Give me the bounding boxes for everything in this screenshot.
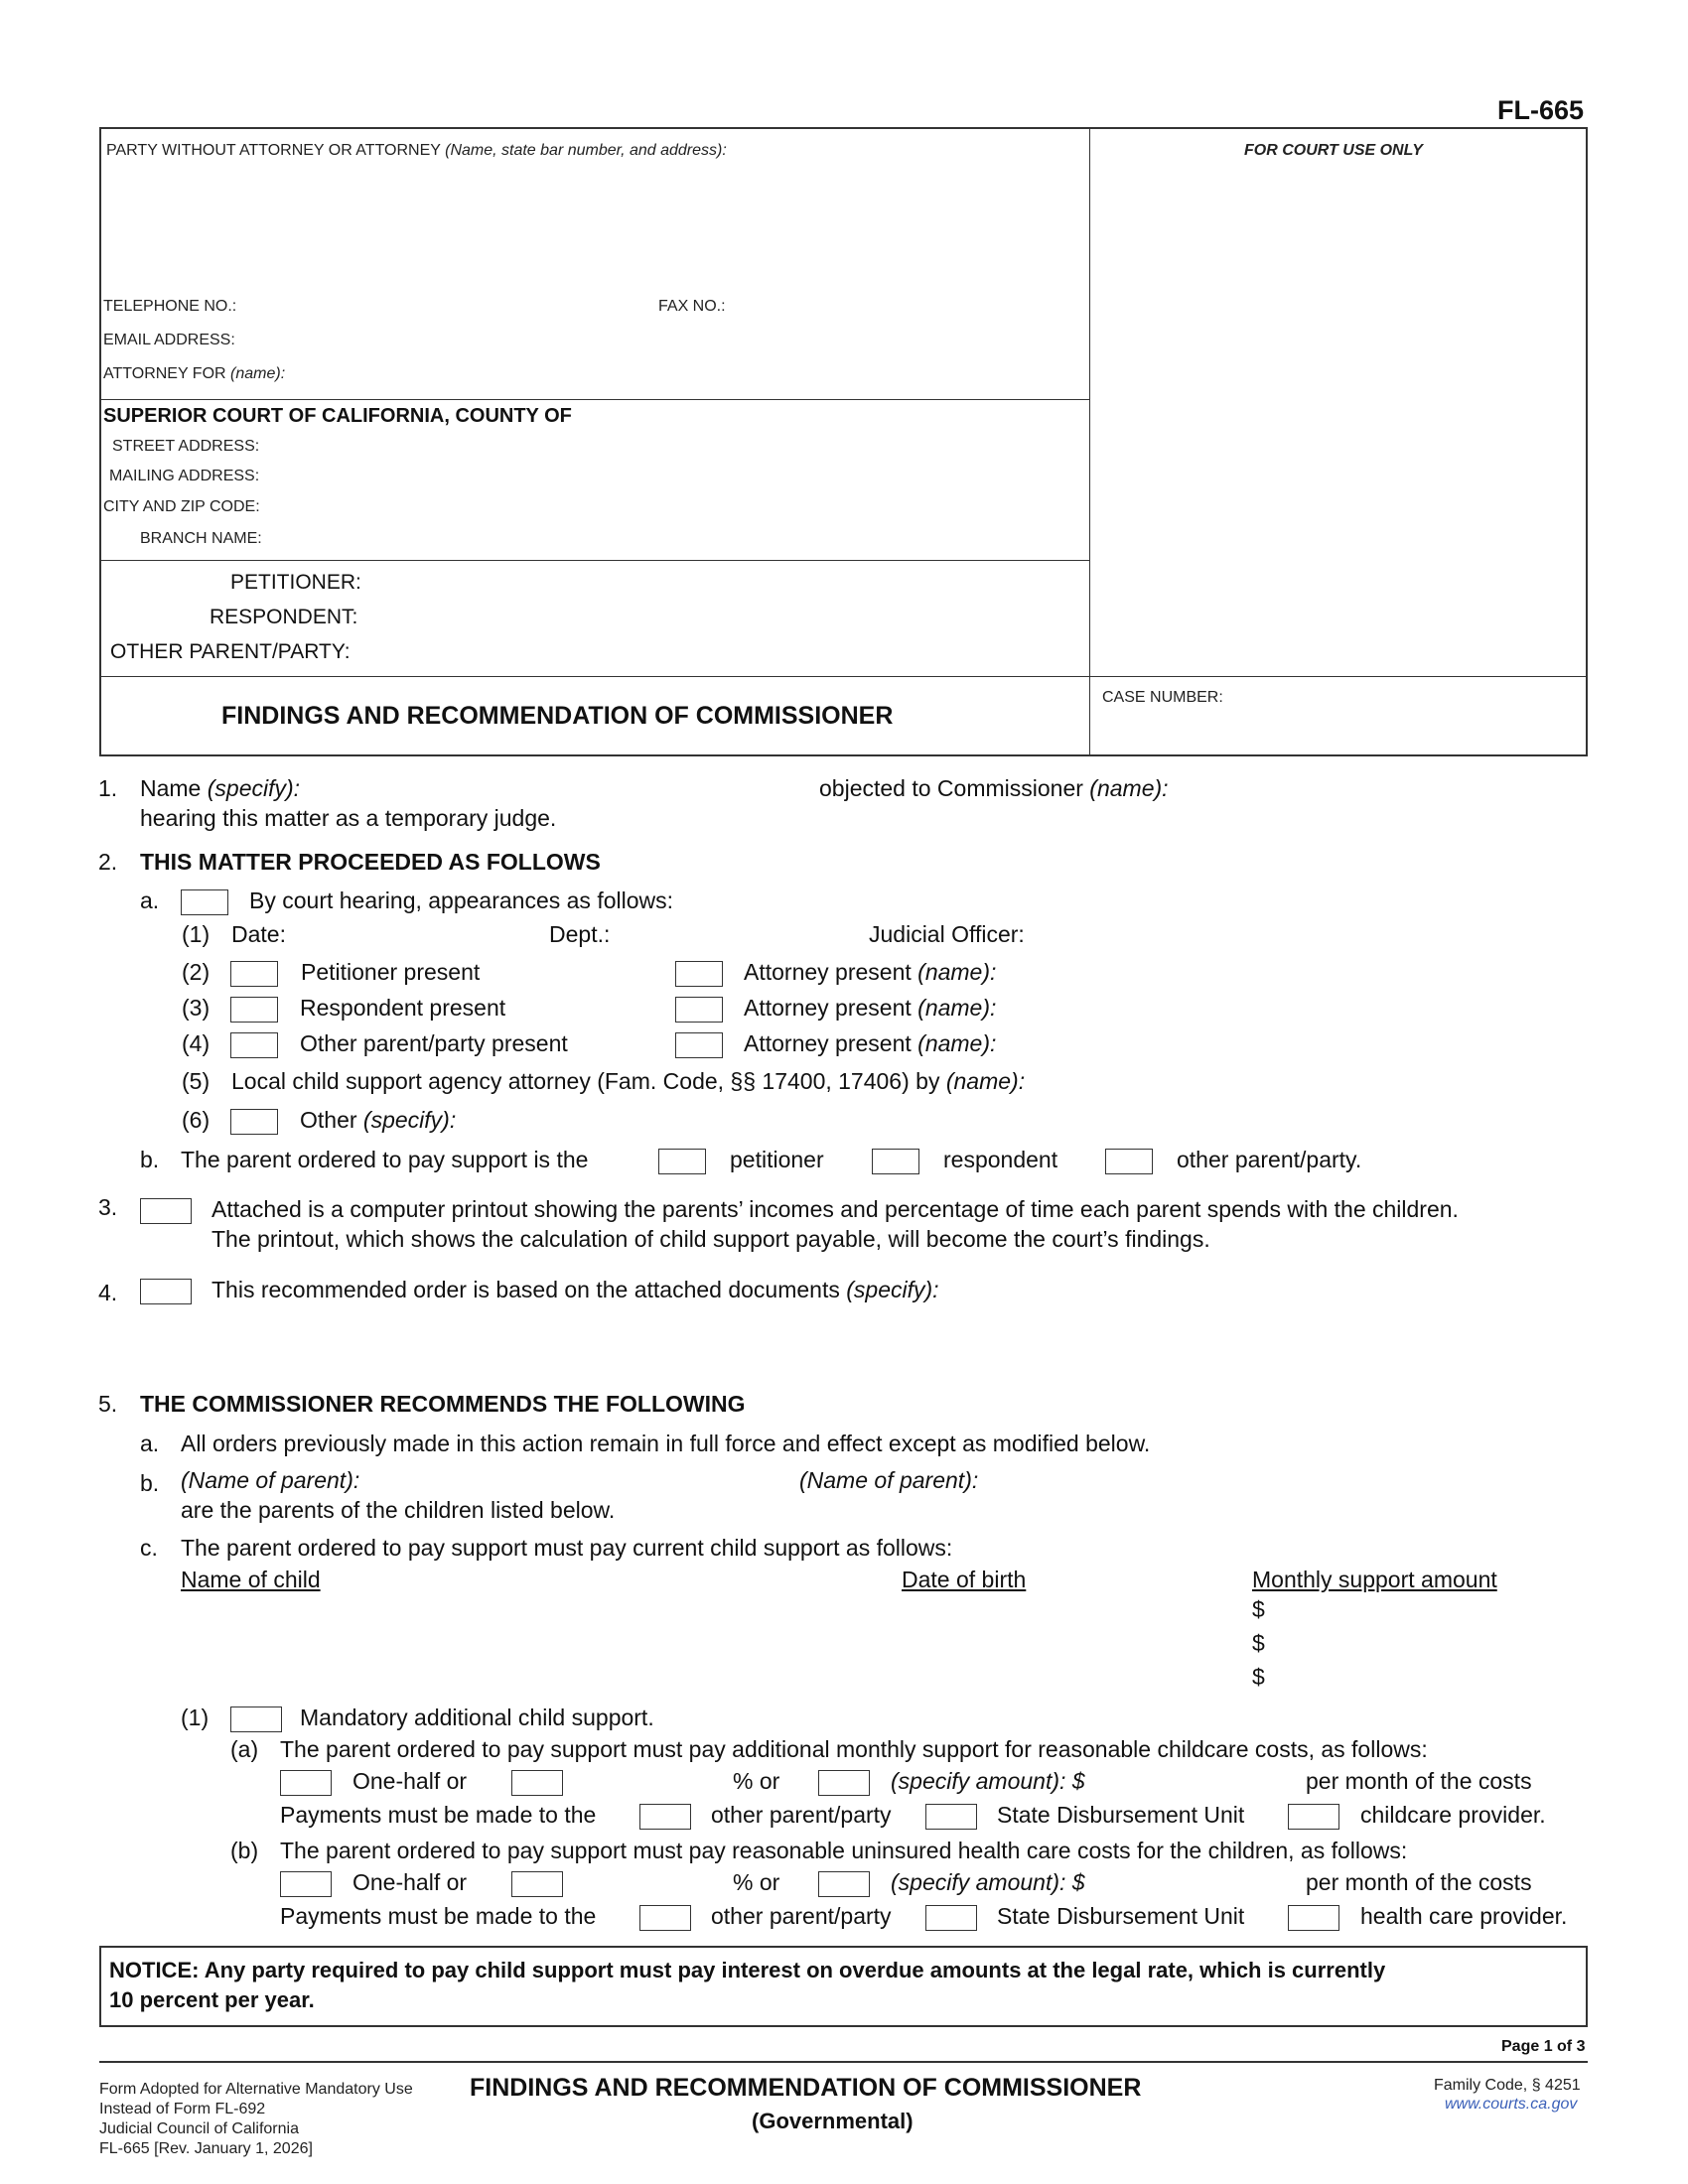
- item2-heading: THIS MATTER PROCEEDED AS FOLLOWS: [140, 849, 601, 875]
- court-title: SUPERIOR COURT OF CALIFORNIA, COUNTY OF: [103, 405, 572, 427]
- caption-divider-party: [99, 399, 1090, 400]
- payor-petitioner-checkbox[interactable]: [658, 1149, 706, 1174]
- footer-adopted-2: Instead of Form FL-692: [99, 2101, 266, 2117]
- childcare-pay-other-party-label: other parent/party: [711, 1802, 892, 1828]
- item2b-letter: b.: [140, 1147, 160, 1172]
- lcsa-attorney-hint: (name):: [945, 1068, 1026, 1094]
- childcare-pay-sdu-checkbox[interactable]: [925, 1804, 977, 1830]
- petitioner-attorney-text: Attorney present: [744, 959, 912, 985]
- item2a-letter: a.: [140, 887, 160, 913]
- item2a5-number: (5): [182, 1068, 211, 1094]
- healthcare-amount-label[interactable]: (specify amount): $: [891, 1869, 1085, 1895]
- other-party-attorney-text: Attorney present: [744, 1030, 912, 1056]
- parent2-name-label[interactable]: (Name of parent):: [799, 1467, 979, 1493]
- form-number: FL-665: [1497, 95, 1585, 125]
- caption-left-border: [99, 127, 101, 756]
- respondent-attorney-hint: (name):: [917, 995, 997, 1021]
- healthcare-pay-other-party-label: other parent/party: [711, 1903, 892, 1929]
- item1-name-hint: (specify):: [207, 775, 301, 801]
- item1-name-text: Name: [140, 775, 202, 801]
- item3-line1: Attached is a computer printout showing the parents’ incomes and percentage of time each parent spends with the children.: [211, 1196, 1459, 1222]
- respondent-attorney-checkbox[interactable]: [675, 997, 723, 1023]
- item5-number: 5.: [98, 1391, 118, 1417]
- mandatory-support-checkbox[interactable]: [230, 1706, 282, 1732]
- party-label-text: PARTY WITHOUT ATTORNEY OR ATTORNEY: [106, 142, 441, 159]
- item1-objected-text: objected to Commissioner: [819, 775, 1083, 801]
- date-label[interactable]: Date:: [231, 921, 286, 947]
- caption-top-border: [99, 127, 1588, 129]
- footer-family-code: Family Code, § 4251: [1434, 2077, 1581, 2094]
- childcare-amount-checkbox[interactable]: [818, 1770, 870, 1796]
- healthcare-pay-provider-checkbox[interactable]: [1288, 1905, 1339, 1931]
- item4-text[interactable]: [211, 1277, 939, 1303]
- payor-other-party-label: other parent/party.: [1177, 1147, 1362, 1172]
- caption-divider-court: [99, 560, 1090, 561]
- item5c1-number: (1): [181, 1705, 210, 1730]
- healthcare-pay-sdu-label: State Disbursement Unit: [997, 1903, 1245, 1929]
- childcare-payments-label: Payments must be made to the: [280, 1802, 597, 1828]
- respondent-attorney-text: Attorney present: [744, 995, 912, 1021]
- petitioner-label[interactable]: PETITIONER:: [230, 571, 361, 594]
- caption-right-border: [1586, 127, 1588, 756]
- support-amount-row-3[interactable]: $: [1252, 1664, 1265, 1690]
- petitioner-present-label: Petitioner present: [301, 959, 481, 985]
- respondent-present-checkbox[interactable]: [230, 997, 278, 1023]
- other-appearance-hint: (specify):: [362, 1107, 457, 1133]
- healthcare-pay-other-party-checkbox[interactable]: [639, 1905, 691, 1931]
- item1-objected[interactable]: [819, 775, 1169, 802]
- payor-other-party-checkbox[interactable]: [1105, 1149, 1153, 1174]
- footer-adopted-1: Form Adopted for Alternative Mandatory Use: [99, 2081, 413, 2098]
- attorney-for-hint: (name):: [230, 365, 286, 382]
- branch-name-label[interactable]: BRANCH NAME:: [140, 530, 262, 547]
- other-appearance-text: Other: [300, 1107, 357, 1133]
- childcare-pay-provider-checkbox[interactable]: [1288, 1804, 1339, 1830]
- item4-text-main: This recommended order is based on the attached documents: [211, 1277, 840, 1302]
- item4-number: 4.: [98, 1280, 118, 1305]
- petitioner-attorney-label[interactable]: [744, 959, 996, 986]
- item1-line2: hearing this matter as a temporary judge.: [140, 805, 557, 831]
- healthcare-percent-checkbox[interactable]: [511, 1871, 563, 1897]
- petitioner-attorney-hint: (name):: [917, 959, 997, 985]
- other-appearance-checkbox[interactable]: [230, 1109, 278, 1135]
- column-date-of-birth: Date of birth: [902, 1567, 1027, 1592]
- support-amount-row-1[interactable]: $: [1252, 1596, 1265, 1622]
- caption-divider-vertical: [1089, 127, 1090, 756]
- childcare-pay-sdu-label: State Disbursement Unit: [997, 1802, 1245, 1828]
- healthcare-one-half-checkbox[interactable]: [280, 1871, 332, 1897]
- healthcare-amount-checkbox[interactable]: [818, 1871, 870, 1897]
- item2a6-number: (6): [182, 1107, 211, 1133]
- respondent-present-label: Respondent present: [300, 995, 506, 1021]
- item2a1-number: (1): [182, 921, 211, 947]
- childcare-percent-label[interactable]: % or: [733, 1768, 780, 1794]
- other-appearance-label[interactable]: [300, 1107, 456, 1134]
- other-party-attorney-label[interactable]: [744, 1030, 996, 1057]
- footer-adopted-3: Judicial Council of California: [99, 2120, 299, 2137]
- healthcare-pay-sdu-checkbox[interactable]: [925, 1905, 977, 1931]
- column-child-name: Name of child: [181, 1567, 321, 1592]
- court-use-label: FOR COURT USE ONLY: [1244, 142, 1423, 159]
- item2a3-number: (3): [182, 995, 211, 1021]
- healthcare-one-half-label: One-half or: [352, 1869, 468, 1895]
- party-label-hint: (Name, state bar number, and address):: [445, 142, 727, 159]
- childcare-pay-provider-label: childcare provider.: [1360, 1802, 1546, 1828]
- item2a-text: By court hearing, appearances as follows:: [249, 887, 674, 913]
- lcsa-attorney-label[interactable]: [231, 1068, 1025, 1095]
- childcare-pay-other-party-checkbox[interactable]: [639, 1804, 691, 1830]
- item5b-letter: b.: [140, 1470, 160, 1496]
- other-parent-label[interactable]: OTHER PARENT/PARTY:: [110, 640, 351, 663]
- other-party-attorney-checkbox[interactable]: [675, 1032, 723, 1058]
- other-party-attorney-hint: (name):: [917, 1030, 997, 1056]
- healthcare-per-month-label: per month of the costs: [1306, 1869, 1532, 1895]
- footer-title: FINDINGS AND RECOMMENDATION OF COMMISSIONER: [470, 2074, 1142, 2102]
- caption-divider-parties: [99, 676, 1588, 677]
- item5c-text: The parent ordered to pay support must pay current child support as follows:: [181, 1535, 953, 1561]
- caption-bottom-border: [99, 754, 1588, 756]
- item5c-letter: c.: [140, 1535, 158, 1561]
- item5b-line2: are the parents of the children listed below.: [181, 1497, 616, 1523]
- item5a-letter: a.: [140, 1431, 160, 1456]
- email-label[interactable]: EMAIL ADDRESS:: [103, 332, 235, 348]
- judicial-officer-label[interactable]: Judicial Officer:: [869, 921, 1025, 947]
- respondent-label[interactable]: RESPONDENT:: [210, 606, 358, 628]
- item1-name-label[interactable]: [140, 775, 300, 802]
- payor-respondent-label: respondent: [943, 1147, 1058, 1172]
- item2b-text: The parent ordered to pay support is the: [181, 1147, 589, 1172]
- healthcare-percent-label[interactable]: % or: [733, 1869, 780, 1895]
- childcare-text: The parent ordered to pay support must pay additional monthly support for reasonable childcare costs, as follows:: [280, 1736, 1428, 1762]
- item1-objected-hint: (name):: [1089, 775, 1169, 801]
- dept-label[interactable]: Dept.:: [549, 921, 611, 947]
- notice-line1: NOTICE: Any party required to pay child support must pay interest on overdue amounts at the legal rate, which is currently: [109, 1958, 1386, 1982]
- attorney-for-text: ATTORNEY FOR: [103, 365, 226, 382]
- item3-number: 3.: [98, 1194, 118, 1220]
- item2a2-number: (2): [182, 959, 211, 985]
- telephone-label[interactable]: TELEPHONE NO.:: [103, 298, 237, 315]
- healthcare-text: The parent ordered to pay support must pay reasonable uninsured health care costs for the children, as follows:: [280, 1838, 1408, 1863]
- petitioner-attorney-checkbox[interactable]: [675, 961, 723, 987]
- item3-checkbox[interactable]: [140, 1198, 192, 1224]
- healthcare-payments-label: Payments must be made to the: [280, 1903, 597, 1929]
- payor-respondent-checkbox[interactable]: [872, 1149, 919, 1174]
- party-label: [106, 142, 727, 160]
- petitioner-present-checkbox[interactable]: [230, 961, 278, 987]
- support-amount-row-2[interactable]: $: [1252, 1630, 1265, 1656]
- respondent-attorney-label[interactable]: [744, 995, 996, 1022]
- footer-rule: [99, 2061, 1588, 2063]
- parent1-name-label[interactable]: (Name of parent):: [181, 1467, 360, 1493]
- item4-checkbox[interactable]: [140, 1279, 192, 1304]
- footer-subtitle: (Governmental): [752, 2109, 914, 2133]
- childcare-one-half-checkbox[interactable]: [280, 1770, 332, 1796]
- form-title: FINDINGS AND RECOMMENDATION OF COMMISSIONER: [221, 702, 894, 730]
- childcare-sub-letter: (a): [230, 1736, 259, 1762]
- street-address-label[interactable]: STREET ADDRESS:: [112, 438, 260, 455]
- mandatory-support-label: Mandatory additional child support.: [300, 1705, 654, 1730]
- other-party-present-label: Other parent/party present: [300, 1030, 568, 1056]
- childcare-percent-checkbox[interactable]: [511, 1770, 563, 1796]
- healthcare-pay-provider-label: health care provider.: [1360, 1903, 1568, 1929]
- other-party-present-checkbox[interactable]: [230, 1032, 278, 1058]
- footer-website-link[interactable]: www.courts.ca.gov: [1445, 2096, 1578, 2113]
- notice-line2: 10 percent per year.: [109, 1987, 315, 2012]
- item4-text-hint: (specify):: [846, 1277, 939, 1302]
- page-number: Page 1 of 3: [1501, 2038, 1586, 2055]
- attorney-for-label[interactable]: [103, 365, 285, 383]
- item2a-checkbox[interactable]: [181, 889, 228, 915]
- city-zip-label[interactable]: CITY AND ZIP CODE:: [103, 498, 260, 515]
- childcare-amount-label[interactable]: (specify amount): $: [891, 1768, 1085, 1794]
- item2-number: 2.: [98, 849, 118, 875]
- item5-heading: THE COMMISSIONER RECOMMENDS THE FOLLOWING: [140, 1391, 746, 1417]
- healthcare-sub-letter: (b): [230, 1838, 259, 1863]
- item5a-text: All orders previously made in this action remain in full force and effect except as modified below.: [181, 1431, 1151, 1456]
- childcare-one-half-label: One-half or: [352, 1768, 468, 1794]
- fax-label[interactable]: FAX NO.:: [658, 298, 726, 315]
- item1-number: 1.: [98, 775, 118, 801]
- case-number-label[interactable]: CASE NUMBER:: [1102, 689, 1223, 706]
- childcare-per-month-label: per month of the costs: [1306, 1768, 1532, 1794]
- footer-adopted-4: FL-665 [Rev. January 1, 2026]: [99, 2140, 313, 2157]
- notice-box: [99, 1946, 1588, 2027]
- item3-line2: The printout, which shows the calculation of child support payable, will become the court’s findings.: [211, 1226, 1210, 1252]
- payor-petitioner-label: petitioner: [730, 1147, 824, 1172]
- column-monthly-amount: Monthly support amount: [1252, 1567, 1497, 1592]
- mailing-address-label[interactable]: MAILING ADDRESS:: [109, 468, 260, 484]
- lcsa-attorney-text: Local child support agency attorney (Fam. Code, §§ 17400, 17406) by: [231, 1068, 940, 1094]
- item2a4-number: (4): [182, 1030, 211, 1056]
